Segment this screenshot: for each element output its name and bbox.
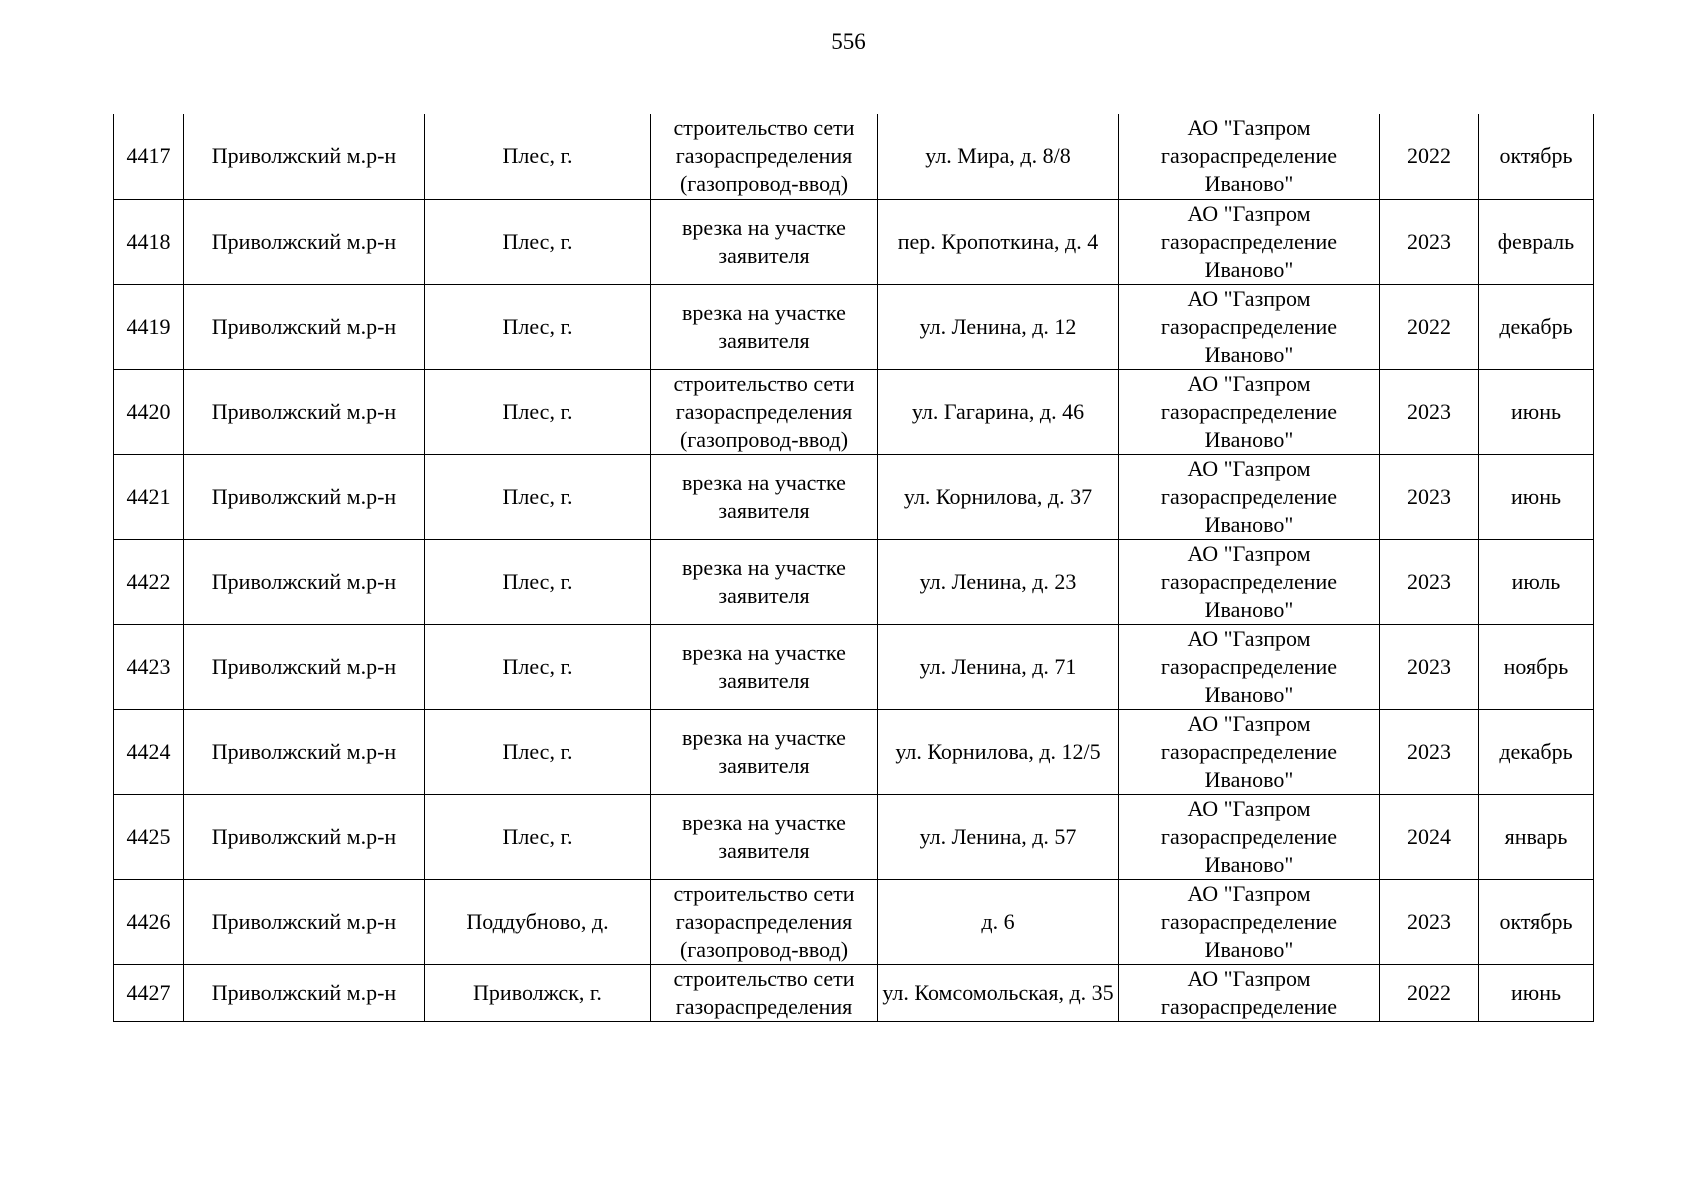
cell-organization: АО "Газпром газораспределение Иваново" xyxy=(1119,624,1380,709)
table-row xyxy=(114,624,1594,709)
cell-number: 4426 xyxy=(114,879,184,964)
cell-year: 2023 xyxy=(1380,539,1479,624)
cell-district: Приволжский м.р-н xyxy=(184,794,425,879)
cell-year: 2022 xyxy=(1380,284,1479,369)
cell-address: ул. Ленина, д. 23 xyxy=(878,539,1119,624)
cell-address: ул. Гагарина, д. 46 xyxy=(878,369,1119,454)
table-row xyxy=(114,879,1594,964)
cell-district: Приволжский м.р-н xyxy=(184,114,425,199)
cell-work-type: строительство сети газораспределения (газопровод-ввод) xyxy=(651,369,878,454)
cell-work-type: врезка на участке заявителя xyxy=(651,794,878,879)
cell-month: июнь xyxy=(1479,454,1594,539)
cell-year: 2023 xyxy=(1380,369,1479,454)
cell-locality: Приволжск, г. xyxy=(425,964,651,1021)
cell-number: 4419 xyxy=(114,284,184,369)
cell-address: ул. Ленина, д. 12 xyxy=(878,284,1119,369)
cell-locality: Плес, г. xyxy=(425,624,651,709)
cell-work-type: строительство сети газораспределения (газопровод-ввод) xyxy=(651,879,878,964)
cell-locality: Поддубново, д. xyxy=(425,879,651,964)
cell-month: октябрь xyxy=(1479,879,1594,964)
cell-organization: АО "Газпром газораспределение Иваново" xyxy=(1119,369,1380,454)
cell-organization: АО "Газпром газораспределение Иваново" xyxy=(1119,284,1380,369)
cell-district: Приволжский м.р-н xyxy=(184,369,425,454)
cell-work-type: врезка на участке заявителя xyxy=(651,539,878,624)
cell-month: февраль xyxy=(1479,199,1594,284)
cell-month: июнь xyxy=(1479,369,1594,454)
cell-district: Приволжский м.р-н xyxy=(184,284,425,369)
cell-organization: АО "Газпром газораспределение Иваново" xyxy=(1119,454,1380,539)
cell-address: д. 6 xyxy=(878,879,1119,964)
table-row xyxy=(114,539,1594,624)
cell-address: пер. Кропоткина, д. 4 xyxy=(878,199,1119,284)
cell-month: июль xyxy=(1479,539,1594,624)
cell-district: Приволжский м.р-н xyxy=(184,879,425,964)
cell-address: ул. Корнилова, д. 37 xyxy=(878,454,1119,539)
cell-district: Приволжский м.р-н xyxy=(184,199,425,284)
page-number: 556 xyxy=(831,29,866,54)
cell-number: 4425 xyxy=(114,794,184,879)
cell-organization: АО "Газпром газораспределение Иваново" xyxy=(1119,114,1380,199)
cell-organization: АО "Газпром газораспределение Иваново" xyxy=(1119,199,1380,284)
cell-number: 4423 xyxy=(114,624,184,709)
table-row xyxy=(114,454,1594,539)
cell-work-type: врезка на участке заявителя xyxy=(651,624,878,709)
cell-organization: АО "Газпром газораспределение Иваново" xyxy=(1119,794,1380,879)
cell-number: 4427 xyxy=(114,964,184,1021)
cell-year: 2024 xyxy=(1380,794,1479,879)
cell-month: декабрь xyxy=(1479,709,1594,794)
cell-year: 2023 xyxy=(1380,199,1479,284)
cell-year: 2022 xyxy=(1380,114,1479,199)
cell-locality: Плес, г. xyxy=(425,369,651,454)
cell-organization: АО "Газпром газораспределение Иваново" xyxy=(1119,539,1380,624)
cell-number: 4422 xyxy=(114,539,184,624)
cell-address: ул. Комсомольская, д. 35 xyxy=(878,964,1119,1021)
cell-month: июнь xyxy=(1479,964,1594,1021)
cell-district: Приволжский м.р-н xyxy=(184,964,425,1021)
cell-address: ул. Ленина, д. 71 xyxy=(878,624,1119,709)
cell-month: декабрь xyxy=(1479,284,1594,369)
table-row xyxy=(114,369,1594,454)
cell-locality: Плес, г. xyxy=(425,199,651,284)
cell-number: 4418 xyxy=(114,199,184,284)
table-row xyxy=(114,114,1594,199)
cell-number: 4424 xyxy=(114,709,184,794)
cell-district: Приволжский м.р-н xyxy=(184,539,425,624)
cell-locality: Плес, г. xyxy=(425,709,651,794)
cell-year: 2023 xyxy=(1380,454,1479,539)
cell-month: ноябрь xyxy=(1479,624,1594,709)
cell-locality: Плес, г. xyxy=(425,539,651,624)
cell-number: 4417 xyxy=(114,114,184,199)
table-body xyxy=(114,114,1594,1021)
cell-number: 4421 xyxy=(114,454,184,539)
cell-locality: Плес, г. xyxy=(425,794,651,879)
cell-locality: Плес, г. xyxy=(425,454,651,539)
cell-organization: АО "Газпром газораспределение xyxy=(1119,964,1380,1021)
table-row xyxy=(114,199,1594,284)
cell-year: 2023 xyxy=(1380,624,1479,709)
cell-work-type: врезка на участке заявителя xyxy=(651,709,878,794)
cell-district: Приволжский м.р-н xyxy=(184,454,425,539)
cell-district: Приволжский м.р-н xyxy=(184,624,425,709)
cell-organization: АО "Газпром газораспределение Иваново" xyxy=(1119,709,1380,794)
cell-work-type: врезка на участке заявителя xyxy=(651,284,878,369)
cell-number: 4420 xyxy=(114,369,184,454)
cell-month: октябрь xyxy=(1479,114,1594,199)
cell-work-type: врезка на участке заявителя xyxy=(651,454,878,539)
cell-locality: Плес, г. xyxy=(425,114,651,199)
cell-locality: Плес, г. xyxy=(425,284,651,369)
table-row xyxy=(114,709,1594,794)
cell-district: Приволжский м.р-н xyxy=(184,709,425,794)
cell-work-type: врезка на участке заявителя xyxy=(651,199,878,284)
cell-year: 2023 xyxy=(1380,709,1479,794)
cell-work-type: строительство сети газораспределения xyxy=(651,964,878,1021)
cell-organization: АО "Газпром газораспределение Иваново" xyxy=(1119,879,1380,964)
cell-year: 2022 xyxy=(1380,964,1479,1021)
table-row xyxy=(114,964,1594,1021)
cell-address: ул. Ленина, д. 57 xyxy=(878,794,1119,879)
table-row xyxy=(114,284,1594,369)
cell-address: ул. Мира, д. 8/8 xyxy=(878,114,1119,199)
cell-address: ул. Корнилова, д. 12/5 xyxy=(878,709,1119,794)
cell-year: 2023 xyxy=(1380,879,1479,964)
cell-month: январь xyxy=(1479,794,1594,879)
table-row xyxy=(114,794,1594,879)
cell-work-type: строительство сети газораспределения (газопровод-ввод) xyxy=(651,114,878,199)
gasification-table xyxy=(113,114,1594,1022)
